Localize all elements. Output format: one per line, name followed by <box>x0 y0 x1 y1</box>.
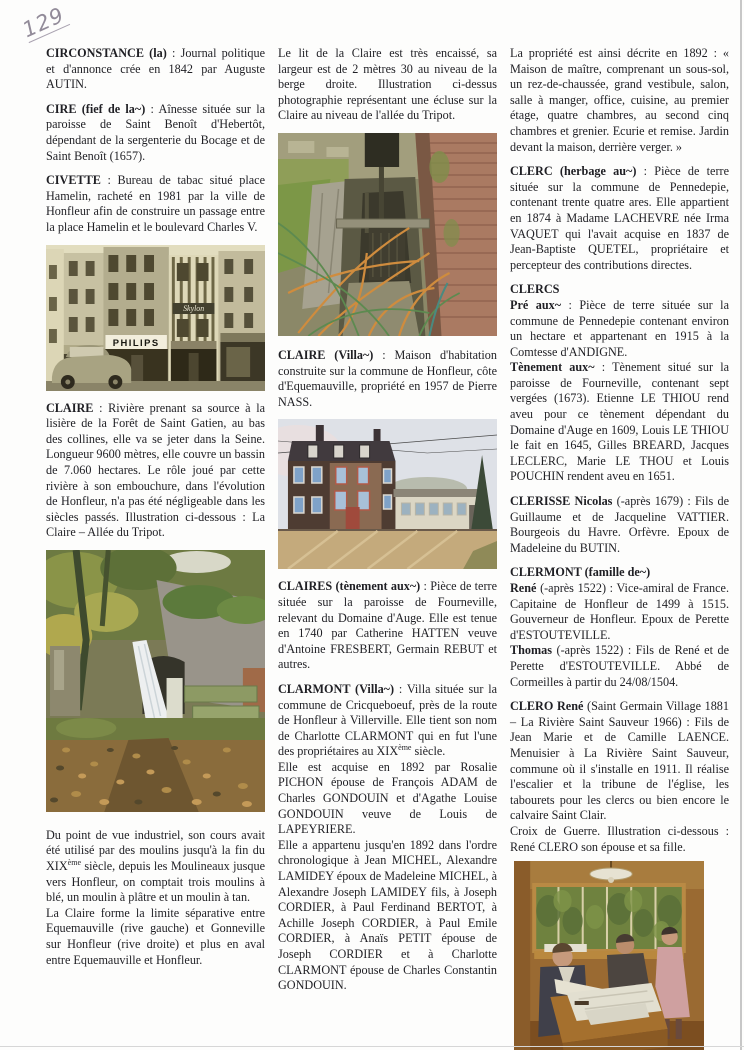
entry-clermont-thomas: Thomas (-après 1522) : Fils de René et de Perette d'ESTOUTEVILLE. Abbé de Cormeilles à partir du 24/08/1504. <box>510 643 729 689</box>
column-left <box>46 46 265 1050</box>
entry-clarmont-villa: CLARMONT (Villa~) : Villa située sur la commune de Cricqueboeuf, près de la route de Honfleur à Villerville. Elle tient son nom de Charlotte CLARMONT qui en fut l'une des propriétaires au XIXème siècle. <box>278 681 497 759</box>
entry-lit-claire: Le lit de la Claire est très encaissé, sa largeur est de 2 mètres 30 au niveau de la berge droite. Illustration ci-dessus photographie représentant une écluse sur la Claire au niveau de l'allée du Tripot. <box>278 46 497 123</box>
photo-claire-sluice <box>278 133 497 336</box>
column-middle <box>278 46 497 1050</box>
entry-claires-tenement: CLAIRES (tènement aux~) : Pièce de terre située sur la paroisse de Fourneville, relevant du Domaine d'Auge. Elle est tenue en 1740 par Catherine HATTEN veuve d'Antoine FRESBERT, Germain REBUT et autres. <box>278 579 497 672</box>
three-column-layout <box>46 46 729 1050</box>
entry-clarmont-acquise: Elle est acquise en 1892 par Rosalie PICHON épouse de François ADAM de Charles GONDOUIN et d'Agathe Louise GONDOUIN veuve de Louis de LAPEYRIERE. <box>278 759 497 837</box>
scan-bottom-artifact <box>0 1046 744 1047</box>
entry-clarmont-appartenu: Elle a appartenu jusqu'en 1892 dans l'ordre chronologique à Jean MICHEL, Alexandre LAMIDEY époux de Madeleine MICHEL, à Alexandre Joseph LAMIDEY fils, à Joseph CORDIER, à Paul Ferdinand BERTOT, à Achille Joseph CORDIER, à Paul Emile CORDIER, à Anaïs PETIT épouse de Joseph CORDIER et à Charlotte CLARMONT épouse de Charles Constantin GONDOUIN. <box>278 837 497 993</box>
entry-clercs-pre: Pré aux~ : Pièce de terre située sur la commune de Pennedepie contenant environ un hectare et appartenant en 1915 à la Comtesse d'ANDIGNE. <box>510 297 729 359</box>
entry-clermont-rene: René (-après 1522) : Vice-amiral de France. Capitaine de Honfleur de 1499 à 1515. Gouverneur de Honfleur. Epoux de Perette d'ESTOUTEVILLE. <box>510 581 729 642</box>
photo-claire-waterfall <box>46 550 265 812</box>
photo-honfleur-street <box>46 245 265 391</box>
philips-sign-text: PHILIPS <box>112 337 160 349</box>
entry-clermont-heading: CLERMONT (famille de~) <box>510 565 651 580</box>
skylon-sign-text: Skylon <box>183 303 205 313</box>
entry-civette: CIVETTE : Bureau de tabac situé place Hamelin, racheté en 1981 par la ville de Honfleur afin de construire un passage entre la place Hamelin et le boulevard Charles V. <box>46 173 265 234</box>
entry-clercs-heading: CLERCS <box>510 282 560 297</box>
column-right <box>510 46 729 1050</box>
entry-clercs-tenement: Tènement aux~ : Tènement situé sur la paroisse de Fourneville, contenant sept vergées (1673). Etienne LE THIOU rend aveu pour ce tènement dépendant du Domaine d'Auge en 1609, Louis LE THIOU le fait en 1645, Gilles BREARD, Jacques LECLERC, Marie LE THOU et Louis POUCHIN rendent aveu en 1651. <box>510 360 729 484</box>
entry-clero-croix: Croix de Guerre. Illustration ci-dessous : René CLERO son épouse et sa fille. <box>510 823 729 854</box>
entry-claire-villa: CLAIRE (Villa~) : Maison d'habitation construite sur la commune de Honfleur, côte d'Equemauville, propriété en 1957 de Pierre NASS. <box>278 347 497 409</box>
entry-claire-limite: La Claire forme la limite séparative entre Equemauville (rive gauche) et Gonneville sur Honfleur (rive droite) et plus en aval entre Equemauville et Honfleur. <box>46 905 265 967</box>
photo-clero-family <box>514 861 704 1050</box>
entry-claire-riviere: CLAIRE : Rivière prenant sa source à la lisière de la Forêt de Saint Gatien, au bas des collines, elle va se jeter dans la Seine. Longueur 9600 mètres, elle couvre un bassin de 7.060 hectares. Le rôle joué par cette rivière à son embouchure, dans l'évolution de Honfleur, n'a pas été négligeable dans les siècles passés. Illustration ci-dessous : La Claire – Allée du Tripot. <box>46 400 265 540</box>
scan-edge-artifact <box>740 0 742 1050</box>
entry-propriete-1892: La propriété est ainsi décrite en 1892 : « Maison de maître, comprenant un sous-sol, un rez-de-chaussée, grand vestibule, salon, salle à manger, office, cuisine, au premier étage, quatre chambres, au second cinq chambres et grenier. Ecurie et remise. Jardin devant la maison, derrière verger. » <box>510 46 729 154</box>
entry-claire-industriel: Du point de vue industriel, son cours avait été utilisé par des moulins jusqu'à la fin du XIXème siècle, depuis les Moulineaux jusque vers Honfleur, on comptait trois moulins à blé, un moulin à plâtre et un moulin à tan. <box>46 827 265 905</box>
entry-clero-rene: CLERO René (Saint Germain Village 1881 – La Rivière Saint Sauveur 1966) : Fils de Jean Marie et de Camille LAENCE. Menuisier à La Rivière Saint Sauveur, commune où il s'installe en 1911. Il réalise l'escalier et la tribune de l'église, les tabourets pour les clercs ou bien encore le calvaire Saint Clair. <box>510 699 729 823</box>
entry-circonstance: CIRCONSTANCE (la) : Journal politique et d'annonce crée en 1842 par Auguste AUTIN. <box>46 46 266 92</box>
entry-clerisse: CLERISSE Nicolas (-après 1679) : Fils de Guillaume et de Jacqueline VATTIER. Bourgeois du Havre. Orfèvre. Epoux de Madeleine du BUTIN. <box>510 494 730 555</box>
handwritten-page-number: 129 <box>19 2 70 43</box>
photo-villa-claire <box>278 419 497 569</box>
entry-clerc-herbage: CLERC (herbage au~) : Pièce de terre située sur la commune de Pennedepie, contenant trente quatre ares. Elle appartient en 1874 à Madame LACHEVRE née Irma VAQUET qui l'avait acquise en 1837 de Jean-Baptiste QUETEL, propriétaire et percepteur des contributions directes. <box>510 164 729 272</box>
entry-cire: CIRE (fief de la~) : Aînesse située sur la paroisse de Saint Benoît d'Hebertôt, dépendant de la sergenterie du Bocage et de Saint Benoît (1657). <box>46 101 266 163</box>
